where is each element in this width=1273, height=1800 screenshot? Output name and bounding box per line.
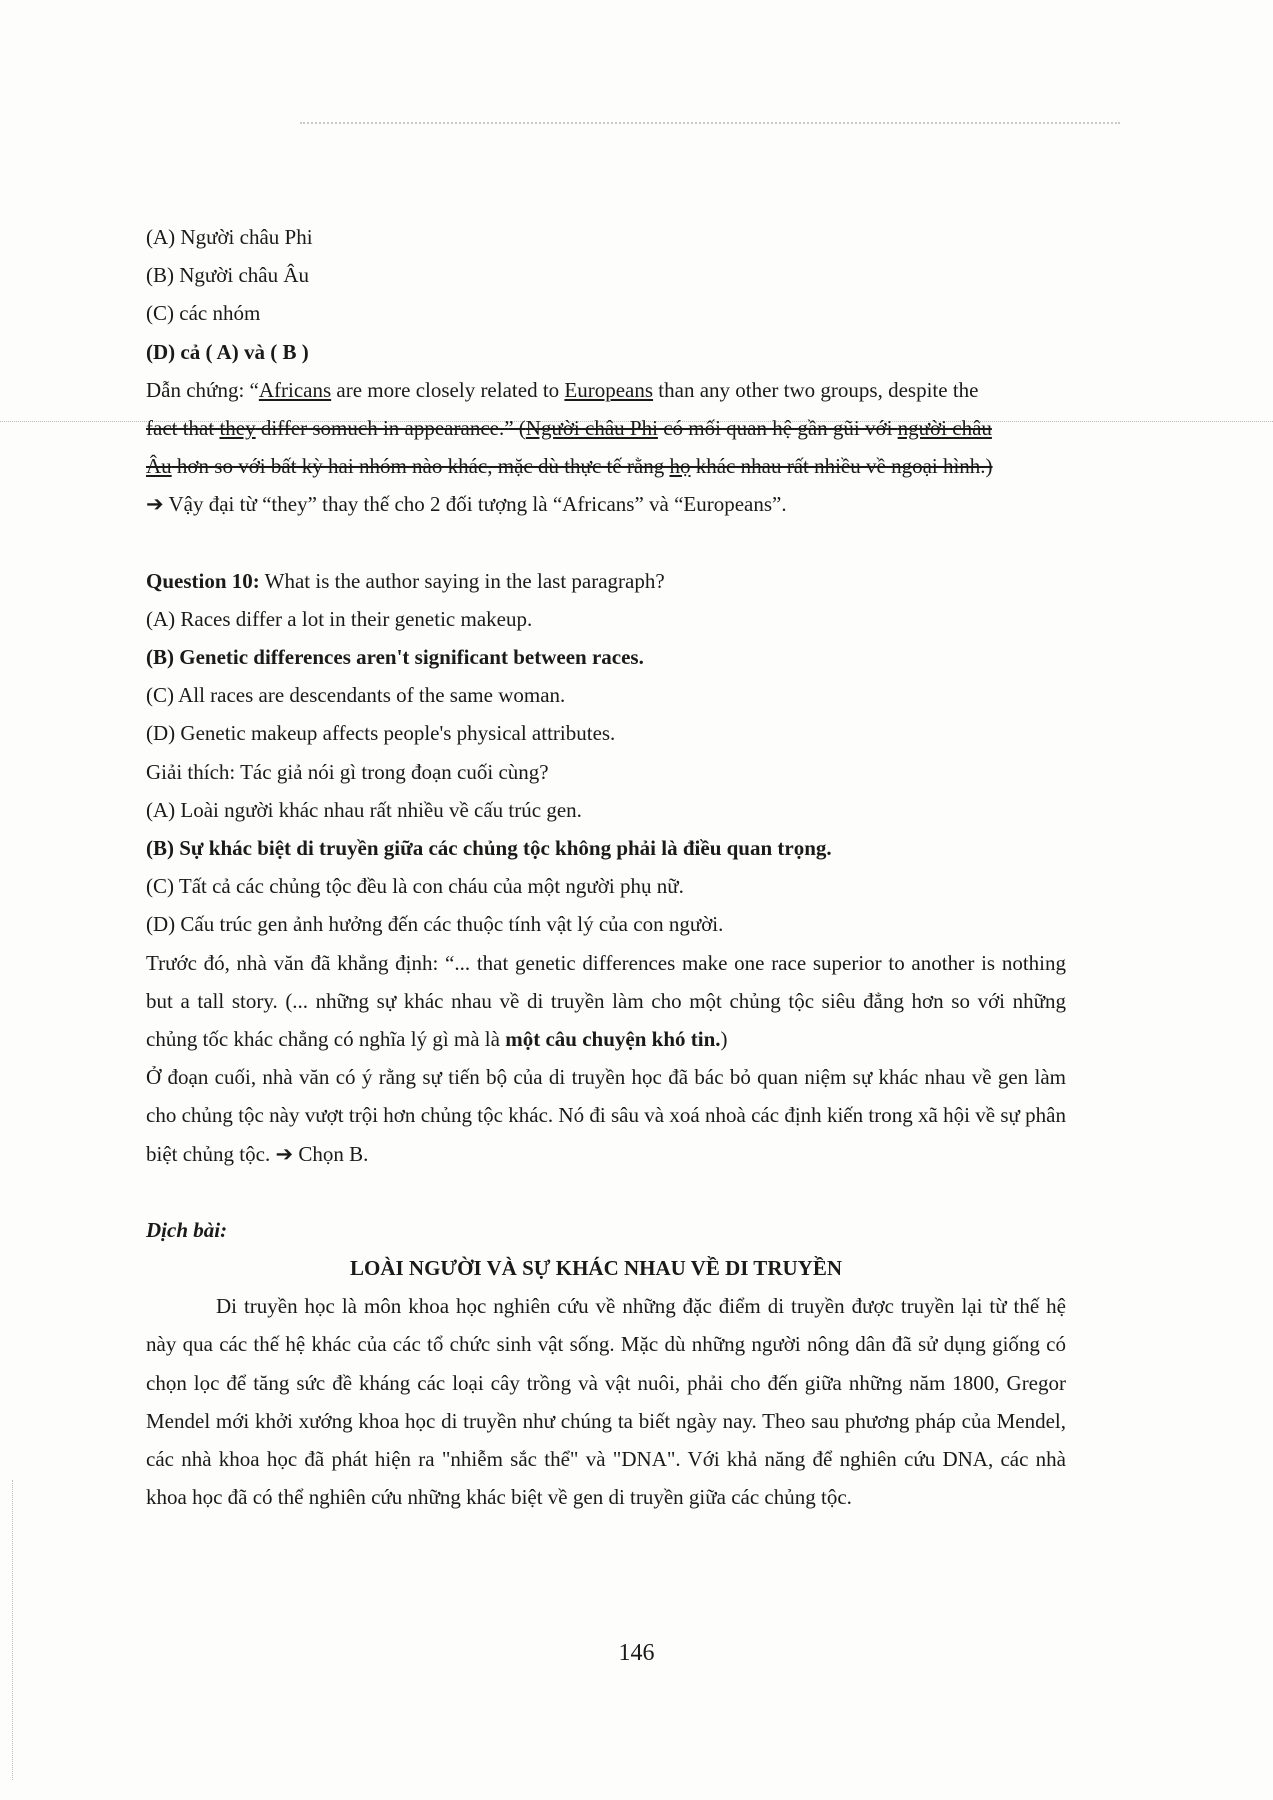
q9-option-a: (A) Người châu Phi (146, 225, 313, 249)
paragraph-text: Chọn B. (293, 1141, 369, 1166)
evidence-line-2 (146, 409, 1066, 447)
word-nguoi-chau-phi: Người châu Phi (525, 416, 658, 441)
evidence-text: are more closely related to (331, 377, 565, 402)
question-label: Question 10: (146, 568, 260, 593)
evidence-line-3 (146, 447, 1066, 485)
word-au: Âu (146, 454, 172, 479)
arrow-icon: ➔ (275, 1141, 294, 1166)
paragraph-text: Trước đó, nhà văn đã khẳng định: “... that genetic differences make one race superior to another is nothing but a tall story. (... những sự khác nhau về di truyền làm cho một chủng tộc siêu đẳng hơn so với những chủng tốc khác chẳng có nghĩa lý gì mà là (146, 950, 1066, 1052)
bold-phrase: một câu chuyện khó tin. (505, 1027, 721, 1052)
q9-option-c: (C) các nhóm (146, 301, 261, 326)
translation-body: Di truyền học là môn khoa học nghiên cứu về những đặc điểm di truyền được truyền lại từ thế hệ này qua các thế hệ khác của các tổ chức sinh vật sống. Mặc dù những người nông dân đã sử dụng giống có chọn lọc để tăng sức đề kháng các loại cây trồng và vật nuôi, phải cho đến giữa những năm 1800, Gregor Mendel mới khởi xướng khoa học di truyền như chúng ta biết ngày nay. Theo sau phương pháp của Mendel, các nhà khoa học đã phát hiện ra "nhiễm sắc thể" và "DNA". Với khả năng để nghiên cứu DNA, các nhà khoa học đã có thể nghiên cứu những khác biệt về gen di truyền giữa các chủng tộc. (146, 1294, 1066, 1510)
evidence-text: than any other two groups, despite the (653, 377, 979, 402)
arrow-icon: ➔ (146, 492, 164, 517)
evidence-text: có mối quan hệ gần gũi với (657, 416, 898, 441)
conclusion-text: Vậy đại từ “they” thay thế cho 2 đối tượng là “Africans” và “Europeans”. (163, 492, 787, 517)
evidence-text: fact that (146, 416, 220, 441)
scan-artifact-dots (300, 122, 1120, 126)
word-ho: họ (669, 454, 691, 479)
q10-vi-option-c: (C) Tất cả các chủng tộc đều là con cháu của một người phụ nữ. (146, 874, 684, 899)
q10-option-b-answer: (B) Genetic differences aren't significant between races. (146, 645, 644, 670)
evidence-text: khác nhau rất nhiều về ngoại hình.) (690, 454, 993, 479)
q10-vi-option-a: (A) Loài người khác nhau rất nhiều về cấu trúc gen. (146, 797, 582, 822)
question-10 (146, 562, 1066, 600)
evidence-line-1 (146, 371, 1066, 409)
explanation-paragraph-1 (146, 944, 1066, 1059)
evidence-conclusion (146, 485, 1066, 523)
q10-option-c: (C) All races are descendants of the same woman. (146, 683, 566, 708)
q10-option-d: (D) Genetic makeup affects people's physical attributes. (146, 721, 616, 746)
word-africans: Africans (258, 377, 332, 402)
q10-option-a: (A) Races differ a lot in their genetic makeup. (146, 606, 533, 631)
evidence-text: hơn so với bất kỳ hai nhóm nào khác, mặc dù thực tế rằng (171, 454, 670, 479)
q9-option-d-answer: (D) cả ( A) và ( B ) (146, 339, 309, 364)
translation-title: LOÀI NGƯỜI VÀ SỰ KHÁC NHAU VỀ DI TRUYỀN (349, 1256, 842, 1281)
page-number: 146 (618, 1640, 655, 1666)
q10-vi-option-d: (D) Cấu trúc gen ảnh hưởng đến các thuộc tính vật lý của con người. (146, 912, 724, 937)
paragraph-text: ) (720, 1027, 728, 1052)
question-text: What is the author saying in the last paragraph? (259, 568, 665, 593)
scan-artifact-edge (12, 1480, 13, 1780)
page-content (146, 218, 1066, 1517)
evidence-text: differ somuch in appearance.” ( (255, 416, 526, 441)
word-nguoi-chau: người châu (897, 416, 992, 441)
translation-heading: Dịch bài: (146, 1217, 228, 1242)
evidence-label: Dẫn chứng: “ (146, 377, 259, 402)
q10-vi-option-b-answer: (B) Sự khác biệt di truyền giữa các chủng tộc không phải là điều quan trọng. (146, 836, 832, 861)
explanation-paragraph-2 (146, 1058, 1066, 1173)
word-europeans: Europeans (564, 377, 654, 402)
word-they: they (219, 416, 256, 441)
paragraph-text: Ở đoạn cuối, nhà văn có ý rằng sự tiến bộ của di truyền học đã bác bỏ quan niệm sự khác nhau về gen làm cho chủng tộc này vượt trội hơn chủng tộc khác. Nó đi sâu và xoá nhoà các định kiến trong xã hội về sự phân biệt chủng tộc. (146, 1065, 1066, 1166)
q9-option-b: (B) Người châu Âu (146, 263, 310, 288)
explanation-label: Giải thích: Tác giả nói gì trong đoạn cuối cùng? (146, 759, 549, 784)
